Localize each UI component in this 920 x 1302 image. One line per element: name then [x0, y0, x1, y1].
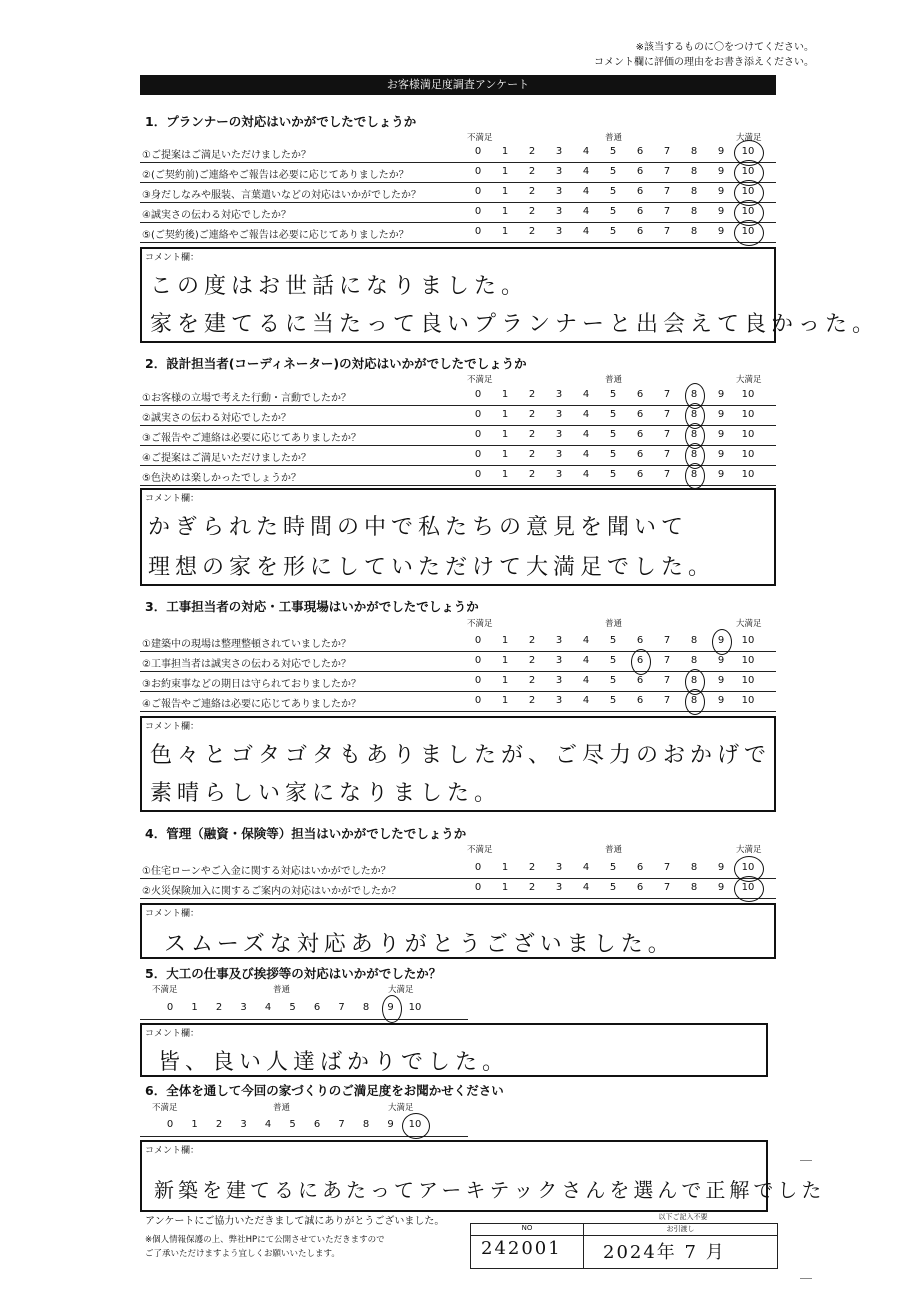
rating-option-3[interactable]: 3	[555, 675, 563, 686]
rating-option-6[interactable]: 6	[636, 226, 644, 237]
scale-high-label: 大満足	[736, 133, 762, 143]
question-row	[140, 692, 776, 712]
rating-option-4[interactable]: 4	[582, 429, 590, 440]
question-row	[140, 426, 776, 446]
rating-option-8[interactable]: 8	[362, 1002, 370, 1013]
rating-option-3[interactable]: 3	[555, 166, 563, 177]
question-text: ⑤色決めは楽しかったでしょうか？	[142, 473, 301, 484]
rating-option-2[interactable]: 2	[528, 655, 536, 666]
rating-option-8[interactable]: 8	[690, 389, 698, 400]
rating-option-8[interactable]: 8	[690, 429, 698, 440]
rating-option-5[interactable]: 5	[609, 449, 617, 460]
rating-option-1[interactable]: 1	[501, 409, 509, 420]
rating-option-9[interactable]: 9	[717, 469, 725, 480]
rating-option-0[interactable]: 0	[474, 226, 482, 237]
delivery-label: お引渡し	[584, 1224, 777, 1236]
comment-label: コメント欄：	[145, 909, 200, 919]
question-row	[140, 183, 776, 203]
rating-option-1[interactable]: 1	[501, 695, 509, 706]
rating-option-6[interactable]: 6	[636, 882, 644, 893]
rating-option-0[interactable]: 0	[474, 186, 482, 197]
rating-option-0[interactable]: 0	[474, 695, 482, 706]
rating-option-9[interactable]: 9	[717, 695, 725, 706]
rating-option-7[interactable]: 7	[663, 635, 671, 646]
question-row	[140, 223, 776, 243]
rating-option-8[interactable]: 8	[690, 449, 698, 460]
rating-option-10[interactable]: 10	[741, 166, 755, 177]
rating-option-1[interactable]: 1	[501, 206, 509, 217]
rating-option-10[interactable]: 10	[741, 186, 755, 197]
form-title: お客様満足度調査アンケート	[140, 75, 776, 95]
rating-option-7[interactable]: 7	[663, 146, 671, 157]
rating-option-5[interactable]: 5	[609, 862, 617, 873]
rating-option-2[interactable]: 2	[528, 429, 536, 440]
rating-option-6[interactable]: 6	[636, 166, 644, 177]
question-text: ②工事担当者は誠実さの伝わる対応でしたか？	[142, 659, 351, 670]
rating-option-9[interactable]: 9	[717, 146, 725, 157]
question-row	[140, 386, 776, 406]
rating-option-8[interactable]: 8	[690, 206, 698, 217]
rating-option-6[interactable]: 6	[636, 389, 644, 400]
rating-option-8[interactable]: 8	[690, 882, 698, 893]
rating-option-4[interactable]: 4	[582, 469, 590, 480]
rating-option-9[interactable]: 9	[717, 675, 725, 686]
rating-option-0[interactable]: 0	[474, 449, 482, 460]
question-row	[140, 406, 776, 426]
rating-option-10[interactable]: 10	[741, 675, 755, 686]
rating-option-9[interactable]: 9	[387, 1119, 394, 1130]
delivery-date: 2024年 7 月	[603, 1242, 726, 1263]
rating-option-7[interactable]: 7	[663, 882, 671, 893]
rating-option-7[interactable]: 7	[663, 449, 671, 460]
rating-option-10[interactable]: 10	[741, 695, 755, 706]
rating-option-7[interactable]: 7	[338, 1002, 345, 1013]
scale-mid-label: 普通	[273, 1103, 291, 1113]
rating-option-9[interactable]: 9	[717, 409, 725, 420]
rating-option-7[interactable]: 7	[663, 409, 671, 420]
rating-option-8[interactable]: 8	[690, 469, 698, 480]
handwritten-comment-line: 新築を建てるにあたってアーキテックさんを選んで正解でした	[154, 1178, 826, 1202]
question-text: ①お客様の立場で考えた行動・言動でしたか？	[142, 393, 351, 404]
comment-box-3[interactable]	[140, 716, 776, 812]
rating-option-1[interactable]: 1	[501, 226, 509, 237]
rating-option-4[interactable]: 4	[582, 655, 590, 666]
rating-option-9[interactable]: 9	[717, 655, 725, 666]
rating-option-6[interactable]: 6	[636, 409, 644, 420]
rating-option-4[interactable]: 4	[582, 409, 590, 420]
rating-option-6[interactable]: 6	[636, 862, 644, 873]
rating-option-0[interactable]: 0	[474, 429, 482, 440]
rating-option-5[interactable]: 5	[609, 186, 617, 197]
scale-mid-label: 普通	[605, 619, 623, 629]
rating-option-4[interactable]: 4	[582, 862, 590, 873]
rating-option-4[interactable]: 4	[582, 206, 590, 217]
rating-option-9[interactable]: 9	[717, 226, 725, 237]
rating-option-0[interactable]: 0	[474, 409, 482, 420]
rating-option-1[interactable]: 1	[501, 186, 509, 197]
rating-option-10[interactable]: 10	[741, 409, 755, 420]
comment-box-5[interactable]	[140, 1023, 768, 1077]
rating-option-4[interactable]: 4	[264, 1119, 272, 1130]
handwritten-comment-line: 理想の家を形にしていただけて大満足でした。	[148, 555, 716, 580]
rating-option-6[interactable]: 6	[313, 1119, 321, 1130]
rating-option-2[interactable]: 2	[215, 1002, 223, 1013]
scale-high-label: 大満足	[388, 985, 414, 995]
rating-option-9[interactable]: 9	[717, 389, 725, 400]
rating-option-3[interactable]: 3	[555, 389, 563, 400]
rating-option-5[interactable]: 5	[609, 409, 617, 420]
rating-option-3[interactable]: 3	[555, 882, 563, 893]
rating-option-8[interactable]: 8	[690, 635, 698, 646]
scale-low-label: 不満足	[467, 375, 493, 385]
question-text: ②火災保険加入に関するご案内の対応はいかがでしたか？	[142, 886, 401, 897]
rating-option-2[interactable]: 2	[528, 862, 536, 873]
section-6-title: 6．全体を通して今回の家づくりのご満足度をお聞かせください	[145, 1083, 504, 1098]
section-3-title: 3．工事担当者の対応・工事現場はいかがでしたでしょうか	[145, 599, 479, 614]
rating-option-9[interactable]: 9	[717, 882, 725, 893]
selected-rating-circle	[734, 220, 764, 246]
rating-option-10[interactable]: 10	[741, 469, 755, 480]
rating-option-4[interactable]: 4	[582, 882, 590, 893]
scan-mark	[800, 1278, 812, 1279]
selected-rating-circle	[685, 689, 705, 715]
rating-option-6[interactable]: 6	[636, 206, 644, 217]
rating-option-7[interactable]: 7	[338, 1119, 345, 1130]
rating-option-7[interactable]: 7	[663, 655, 671, 666]
comment-box-4[interactable]	[140, 903, 776, 959]
comment-box-1[interactable]	[140, 247, 880, 343]
question-text: ④誠実さの伝わる対応でしたか？	[142, 210, 291, 221]
rating-option-8[interactable]: 8	[690, 675, 698, 686]
rating-option-4[interactable]: 4	[582, 146, 590, 157]
rating-option-6[interactable]: 6	[636, 635, 644, 646]
question-text: ④ご提案はご満足いただけましたか？	[142, 453, 311, 464]
selected-rating-circle	[734, 876, 764, 902]
scale-high-label: 大満足	[388, 1103, 414, 1113]
no-label: NO	[471, 1224, 584, 1236]
question-row	[140, 652, 776, 672]
comment-label: コメント欄：	[145, 1146, 200, 1156]
rating-option-0[interactable]: 0	[474, 146, 482, 157]
rating-option-1[interactable]: 1	[191, 1002, 198, 1013]
comment-label: コメント欄：	[145, 1029, 200, 1039]
rating-option-3[interactable]: 3	[555, 655, 563, 666]
privacy-note-1: ※個人情報保護の上、弊社HPにて公開させていただきますので	[145, 1235, 385, 1245]
rating-option-0[interactable]: 0	[474, 882, 482, 893]
rating-option-4[interactable]: 4	[582, 389, 590, 400]
rating-option-7[interactable]: 7	[663, 166, 671, 177]
rating-option-6[interactable]: 6	[636, 449, 644, 460]
rating-option-9[interactable]: 9	[717, 186, 725, 197]
rating-option-9[interactable]: 9	[717, 206, 725, 217]
selected-rating-circle	[402, 1113, 430, 1139]
rating-option-2[interactable]: 2	[215, 1119, 223, 1130]
rating-option-1[interactable]: 1	[191, 1119, 198, 1130]
question-text: ③お約束事などの期日は守られておりましたか？	[142, 679, 361, 690]
rating-option-1[interactable]: 1	[501, 635, 509, 646]
comment-label: コメント欄：	[145, 253, 200, 263]
rating-option-1[interactable]: 1	[501, 449, 509, 460]
comment-label: コメント欄：	[145, 494, 200, 504]
rating-option-4[interactable]: 4	[582, 635, 590, 646]
rating-option-6[interactable]: 6	[636, 186, 644, 197]
question-row	[140, 143, 776, 163]
rating-option-8[interactable]: 8	[690, 146, 698, 157]
comment-label: コメント欄：	[145, 722, 200, 732]
rating-line	[140, 1116, 468, 1137]
scale-mid-label: 普通	[273, 985, 291, 995]
rating-option-4[interactable]: 4	[582, 449, 590, 460]
question-text: ①建築中の現場は整理整頓されていましたか？	[142, 639, 351, 650]
question-row	[140, 672, 776, 692]
rating-option-3[interactable]: 3	[555, 226, 563, 237]
rating-option-10[interactable]: 10	[408, 1119, 422, 1130]
scale-mid-label: 普通	[605, 375, 623, 385]
handwritten-comment-line: 素晴らしい家になりました。	[150, 781, 502, 806]
scale-mid-label: 普通	[605, 133, 623, 143]
rating-option-9[interactable]: 9	[717, 862, 725, 873]
office-use-header: 以下ご記入不要	[658, 1213, 708, 1221]
handwritten-comment-line: 家を建てるに当たって良いプランナーと出会えて良かった。	[150, 312, 880, 337]
question-text: ①ご提案はご満足いただけましたか？	[142, 150, 311, 161]
section-5-title: 5．大工の仕事及び挨拶等の対応はいかがでしたか？	[145, 966, 442, 981]
rating-option-0[interactable]: 0	[474, 675, 482, 686]
rating-option-2[interactable]: 2	[528, 226, 536, 237]
rating-option-0[interactable]: 0	[474, 635, 482, 646]
section-2-title: 2．設計担当者(コーディネーター)の対応はいかがでしたでしょうか	[145, 356, 527, 371]
rating-option-9[interactable]: 9	[717, 429, 725, 440]
question-text: ④ご報告やご連絡は必要に応じてありましたか？	[142, 699, 361, 710]
rating-option-5[interactable]: 5	[609, 226, 617, 237]
scale-high-label: 大満足	[736, 845, 762, 855]
rating-option-10[interactable]: 10	[408, 1002, 422, 1013]
rating-option-2[interactable]: 2	[528, 675, 536, 686]
rating-option-3[interactable]: 3	[555, 409, 563, 420]
question-row	[140, 859, 776, 879]
rating-option-3[interactable]: 3	[555, 429, 563, 440]
rating-option-3[interactable]: 3	[555, 449, 563, 460]
rating-option-5[interactable]: 5	[609, 675, 617, 686]
rating-option-6[interactable]: 6	[636, 469, 644, 480]
rating-option-7[interactable]: 7	[663, 429, 671, 440]
rating-option-3[interactable]: 3	[555, 146, 563, 157]
comment-box-6[interactable]	[140, 1140, 826, 1212]
rating-option-4[interactable]: 4	[264, 1002, 272, 1013]
rating-option-8[interactable]: 8	[690, 166, 698, 177]
rating-option-5[interactable]: 5	[609, 635, 617, 646]
handwritten-comment-line: この度はお世話になりました。	[150, 274, 529, 299]
rating-option-2[interactable]: 2	[528, 166, 536, 177]
rating-option-7[interactable]: 7	[663, 186, 671, 197]
section-1-title: 1．プランナーの対応はいかがでしたでしょうか	[145, 114, 417, 129]
rating-option-10[interactable]: 10	[741, 635, 755, 646]
handwritten-comment-line: かぎられた時間の中で私たちの意見を聞いて	[148, 515, 689, 540]
rating-option-10[interactable]: 10	[741, 146, 755, 157]
rating-option-3[interactable]: 3	[555, 469, 563, 480]
question-text: ⑤(ご契約後)ご連絡やご報告は必要に応じてありましたか？	[142, 230, 409, 241]
rating-option-5[interactable]: 5	[289, 1002, 296, 1013]
rating-option-7[interactable]: 7	[663, 862, 671, 873]
rating-option-3[interactable]: 3	[555, 635, 563, 646]
rating-option-8[interactable]: 8	[690, 186, 698, 197]
scale-high-label: 大満足	[736, 619, 762, 629]
question-row	[140, 879, 776, 899]
handwritten-comment-line: スムーズな対応ありがとうございました。	[164, 932, 675, 957]
section-4-title: 4．管理（融資・保険等）担当はいかがでしたでしょうか	[145, 826, 467, 841]
rating-option-0[interactable]: 0	[166, 1002, 174, 1013]
rating-option-10[interactable]: 10	[741, 389, 755, 400]
scale-low-label: 不満足	[152, 985, 178, 995]
rating-option-5[interactable]: 5	[609, 882, 617, 893]
rating-option-1[interactable]: 1	[501, 469, 509, 480]
handwritten-comment-line: 色々とゴタゴタもありましたが、ご尽力のおかげで	[150, 743, 772, 768]
question-text: ③ご報告やご連絡は必要に応じてありましたか？	[142, 433, 361, 444]
rating-option-5[interactable]: 5	[609, 206, 617, 217]
rating-option-7[interactable]: 7	[663, 469, 671, 480]
question-row	[140, 466, 776, 486]
rating-option-6[interactable]: 6	[636, 429, 644, 440]
rating-option-3[interactable]: 3	[555, 862, 563, 873]
rating-option-5[interactable]: 5	[609, 166, 617, 177]
rating-option-0[interactable]: 0	[474, 862, 482, 873]
privacy-note-2: ご了承いただけますよう宜しくお願いいたします。	[145, 1249, 340, 1259]
rating-option-3[interactable]: 3	[555, 206, 563, 217]
rating-option-10[interactable]: 10	[741, 655, 755, 666]
rating-option-3[interactable]: 3	[240, 1002, 247, 1013]
rating-option-10[interactable]: 10	[741, 882, 755, 893]
rating-option-4[interactable]: 4	[582, 186, 590, 197]
rating-option-3[interactable]: 3	[240, 1119, 247, 1130]
rating-option-2[interactable]: 2	[528, 409, 536, 420]
rating-option-7[interactable]: 7	[663, 389, 671, 400]
rating-option-1[interactable]: 1	[501, 675, 509, 686]
survey-number: 242001	[481, 1238, 562, 1259]
rating-option-6[interactable]: 6	[313, 1002, 321, 1013]
rating-option-0[interactable]: 0	[474, 655, 482, 666]
question-text: ③身だしなみや服装、言葉遣いなどの対応はいかがでしたか？	[142, 190, 421, 201]
question-row	[140, 203, 776, 223]
rating-option-1[interactable]: 1	[501, 655, 509, 666]
scale-low-label: 不満足	[467, 133, 493, 143]
rating-option-2[interactable]: 2	[528, 635, 536, 646]
rating-option-5[interactable]: 5	[609, 146, 617, 157]
rating-option-10[interactable]: 10	[741, 449, 755, 460]
rating-option-4[interactable]: 4	[582, 675, 590, 686]
question-row	[140, 446, 776, 466]
comment-box-2[interactable]	[140, 488, 776, 586]
rating-option-5[interactable]: 5	[609, 429, 617, 440]
rating-option-5[interactable]: 5	[289, 1119, 296, 1130]
rating-option-10[interactable]: 10	[741, 206, 755, 217]
rating-option-1[interactable]: 1	[501, 882, 509, 893]
rating-option-1[interactable]: 1	[501, 166, 509, 177]
thanks-message: アンケートにご協力いただきまして誠にありがとうございました。	[145, 1216, 445, 1227]
scale-low-label: 不満足	[152, 1103, 178, 1113]
rating-option-2[interactable]: 2	[528, 389, 536, 400]
rating-option-4[interactable]: 4	[582, 166, 590, 177]
selected-rating-circle	[382, 995, 402, 1023]
rating-option-7[interactable]: 7	[663, 695, 671, 706]
handwritten-comment-line: 皆、良い人達ばかりでした。	[158, 1050, 510, 1075]
rating-option-2[interactable]: 2	[528, 469, 536, 480]
rating-option-8[interactable]: 8	[690, 862, 698, 873]
question-text: ②(ご契約前)ご連絡やご報告は必要に応じてありましたか？	[142, 170, 409, 181]
rating-option-9[interactable]: 9	[717, 449, 725, 460]
rating-option-2[interactable]: 2	[528, 882, 536, 893]
instruction-note-1: ※該当するものに〇をつけてください。	[635, 42, 814, 53]
rating-option-9[interactable]: 9	[387, 1002, 394, 1013]
rating-option-8[interactable]: 8	[362, 1119, 370, 1130]
instruction-note-2: コメント欄に評価の理由をお書き添えください。	[594, 57, 814, 68]
rating-option-10[interactable]: 10	[741, 862, 755, 873]
rating-option-8[interactable]: 8	[690, 226, 698, 237]
rating-option-5[interactable]: 5	[609, 655, 617, 666]
rating-option-1[interactable]: 1	[501, 862, 509, 873]
rating-option-4[interactable]: 4	[582, 226, 590, 237]
selected-rating-circle	[685, 463, 705, 489]
rating-line	[140, 999, 468, 1020]
rating-option-10[interactable]: 10	[741, 429, 755, 440]
scale-mid-label: 普通	[605, 845, 623, 855]
rating-option-0[interactable]: 0	[474, 389, 482, 400]
rating-option-8[interactable]: 8	[690, 409, 698, 420]
question-row	[140, 632, 776, 652]
rating-option-7[interactable]: 7	[663, 226, 671, 237]
office-use-box	[470, 1223, 778, 1269]
question-text: ②誠実さの伝わる対応でしたか？	[142, 413, 291, 424]
rating-option-2[interactable]: 2	[528, 146, 536, 157]
rating-option-0[interactable]: 0	[474, 166, 482, 177]
rating-option-7[interactable]: 7	[663, 206, 671, 217]
rating-option-1[interactable]: 1	[501, 389, 509, 400]
rating-option-5[interactable]: 5	[609, 389, 617, 400]
rating-option-1[interactable]: 1	[501, 429, 509, 440]
rating-option-0[interactable]: 0	[166, 1119, 174, 1130]
rating-option-5[interactable]: 5	[609, 695, 617, 706]
scale-low-label: 不満足	[467, 619, 493, 629]
rating-option-0[interactable]: 0	[474, 469, 482, 480]
rating-option-5[interactable]: 5	[609, 469, 617, 480]
rating-option-6[interactable]: 6	[636, 675, 644, 686]
rating-option-6[interactable]: 6	[636, 146, 644, 157]
rating-option-10[interactable]: 10	[741, 226, 755, 237]
rating-option-4[interactable]: 4	[582, 695, 590, 706]
rating-option-6[interactable]: 6	[636, 655, 644, 666]
rating-option-2[interactable]: 2	[528, 206, 536, 217]
rating-option-8[interactable]: 8	[690, 655, 698, 666]
rating-option-6[interactable]: 6	[636, 695, 644, 706]
rating-option-3[interactable]: 3	[555, 186, 563, 197]
rating-option-8[interactable]: 8	[690, 695, 698, 706]
scale-low-label: 不満足	[467, 845, 493, 855]
rating-option-2[interactable]: 2	[528, 186, 536, 197]
rating-option-9[interactable]: 9	[717, 166, 725, 177]
scale-high-label: 大満足	[736, 375, 762, 385]
scan-mark	[800, 1160, 812, 1161]
rating-option-0[interactable]: 0	[474, 206, 482, 217]
question-row	[140, 163, 776, 183]
rating-option-2[interactable]: 2	[528, 695, 536, 706]
rating-option-1[interactable]: 1	[501, 146, 509, 157]
rating-option-9[interactable]: 9	[717, 635, 725, 646]
rating-option-3[interactable]: 3	[555, 695, 563, 706]
question-text: ①住宅ローンやご入金に関する対応はいかがでしたか？	[142, 866, 391, 877]
rating-option-7[interactable]: 7	[663, 675, 671, 686]
rating-option-2[interactable]: 2	[528, 449, 536, 460]
